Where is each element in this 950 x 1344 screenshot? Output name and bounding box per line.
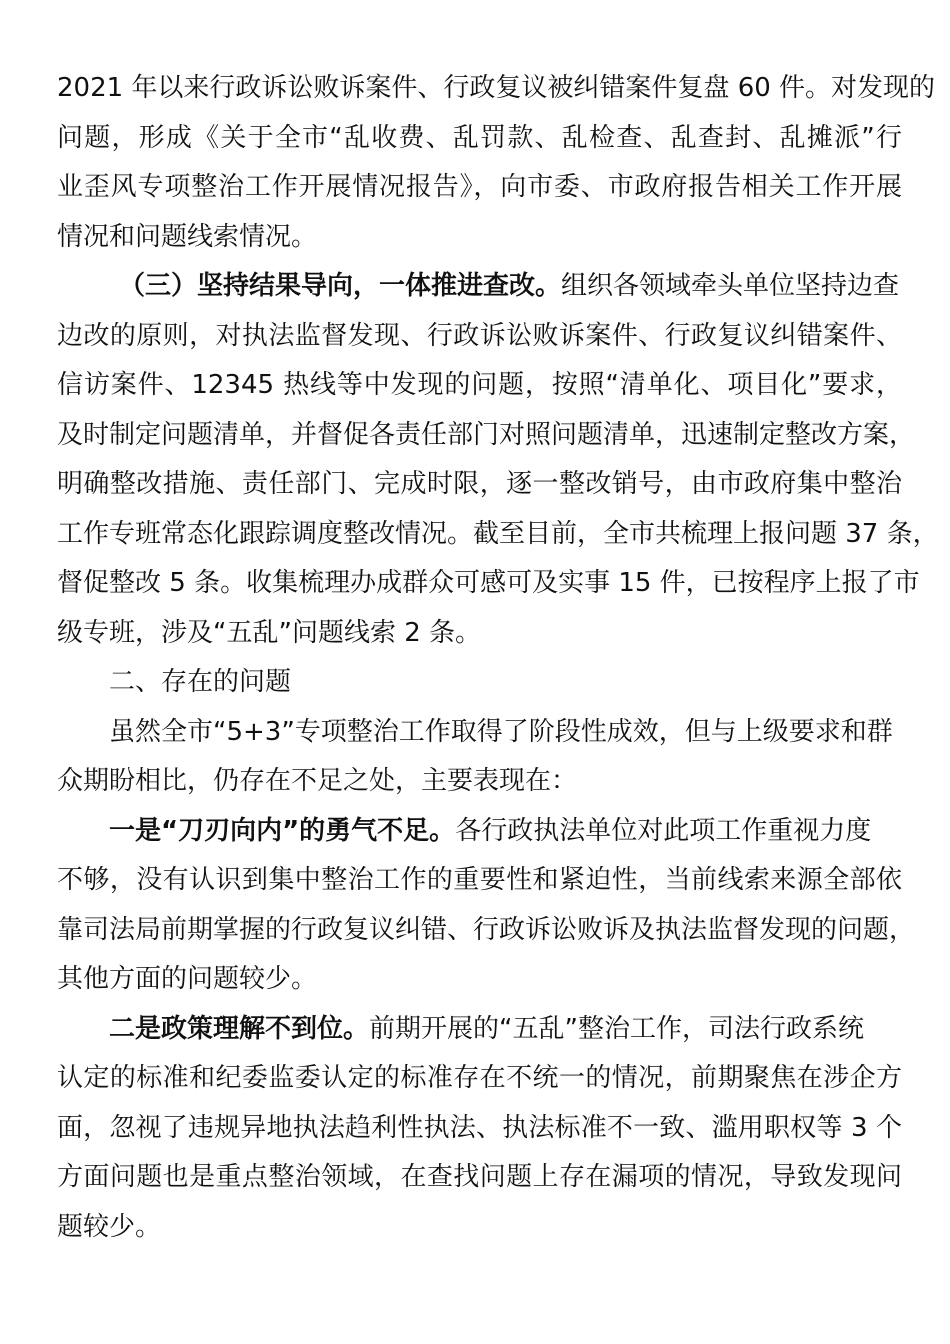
paragraph-first-line [57, 1005, 902, 1055]
paragraph-line: 及时制定问题清单，并督促各责任部门对照问题清单，迅速制定整改方案， [57, 419, 916, 450]
point2-heading: 二是政策理解不到位。 [109, 1013, 370, 1044]
paragraph-line: 其他方面的问题较少。 [57, 964, 318, 994]
point1-first-line-text: 各行政执法单位对此项工作重视力度 [455, 815, 872, 846]
paragraph-first-line [57, 262, 902, 312]
paragraph-line: 边改的原则，对执法监督发现、行政诉讼败诉案件、行政复议纠错案件、 [57, 320, 902, 351]
section3-heading: （三）坚持结果导向，一体推进查改。 [119, 271, 562, 301]
point1-paragraph [57, 807, 916, 1005]
paragraph-line: 督促整改 5 条。收集梳理办成群众可感可及实事 15 件，已按程序上报了市 [57, 568, 920, 598]
point1-heading: 一是“刀刃向内”的勇气不足。 [109, 815, 456, 846]
point2-first-line-text: 前期开展的“五乱”整治工作，司法行政系统 [369, 1013, 864, 1044]
paragraph-first-line [57, 807, 902, 857]
paragraph-line: 方面问题也是重点整治领域，在查找问题上存在漏项的情况，导致发现问 [57, 1162, 902, 1192]
paragraph-line: 面，忽视了违规异地执法趋利性执法、执法标准不一致、滥用职权等 3 个 [57, 1112, 902, 1143]
paragraph-line: 明确整改措施、责任部门、完成时限，逐一整改销号，由市政府集中整治 [57, 469, 902, 499]
paragraph-line: 认定的标准和纪委监委认定的标准存在不统一的情况，前期聚焦在涉企方 [57, 1063, 902, 1093]
section-heading: 二、存在的问题 [109, 667, 292, 697]
point2-paragraph [57, 1005, 902, 1253]
paragraph-line: 业歪风专项整治工作开展情况报告》，向市委、市政府报告相关工作开展 [57, 172, 902, 202]
paragraph-line: 2021 年以来行政诉讼败诉案件、行政复议被纠错案件复盘 60 件。对发现的 [57, 73, 936, 103]
section3-first-line-text: 组织各领域牵头单位坚持边查 [561, 271, 900, 301]
paragraph-line: 信访案件、12345 热线等中发现的问题，按照“清单化、项目化”要求， [57, 370, 902, 400]
paragraph-line: 工作专班常态化跟踪调度整改情况。截至目前，全市共梳理上报问题 37 条， [57, 518, 939, 549]
problems-section [57, 658, 902, 807]
section1-tail-paragraph [57, 64, 936, 262]
paragraph-line: 虽然全市“5+3”专项整治工作取得了阶段性成效，但与上级要求和群 [109, 716, 893, 747]
paragraph-line: 题较少。 [57, 1211, 162, 1242]
paragraph-line: 情况和问题线索情况。 [57, 221, 318, 252]
paragraph-line: 不够，没有认识到集中整治工作的重要性和紧迫性，当前线索来源全部依 [57, 865, 902, 895]
document-page [57, 64, 939, 1252]
paragraph-line: 问题，形成《关于全市“乱收费、乱罚款、乱检查、乱查封、乱摊派”行 [57, 122, 902, 153]
paragraph-line: 众期盼相比，仍存在不足之处，主要表现在： [57, 766, 578, 796]
paragraph-line: 靠司法局前期掌握的行政复议纠错、行政诉讼败诉及执法监督发现的问题， [57, 914, 916, 945]
section3-paragraph [57, 262, 939, 658]
paragraph-line: 级专班，涉及“五乱”问题线索 2 条。 [57, 617, 482, 648]
